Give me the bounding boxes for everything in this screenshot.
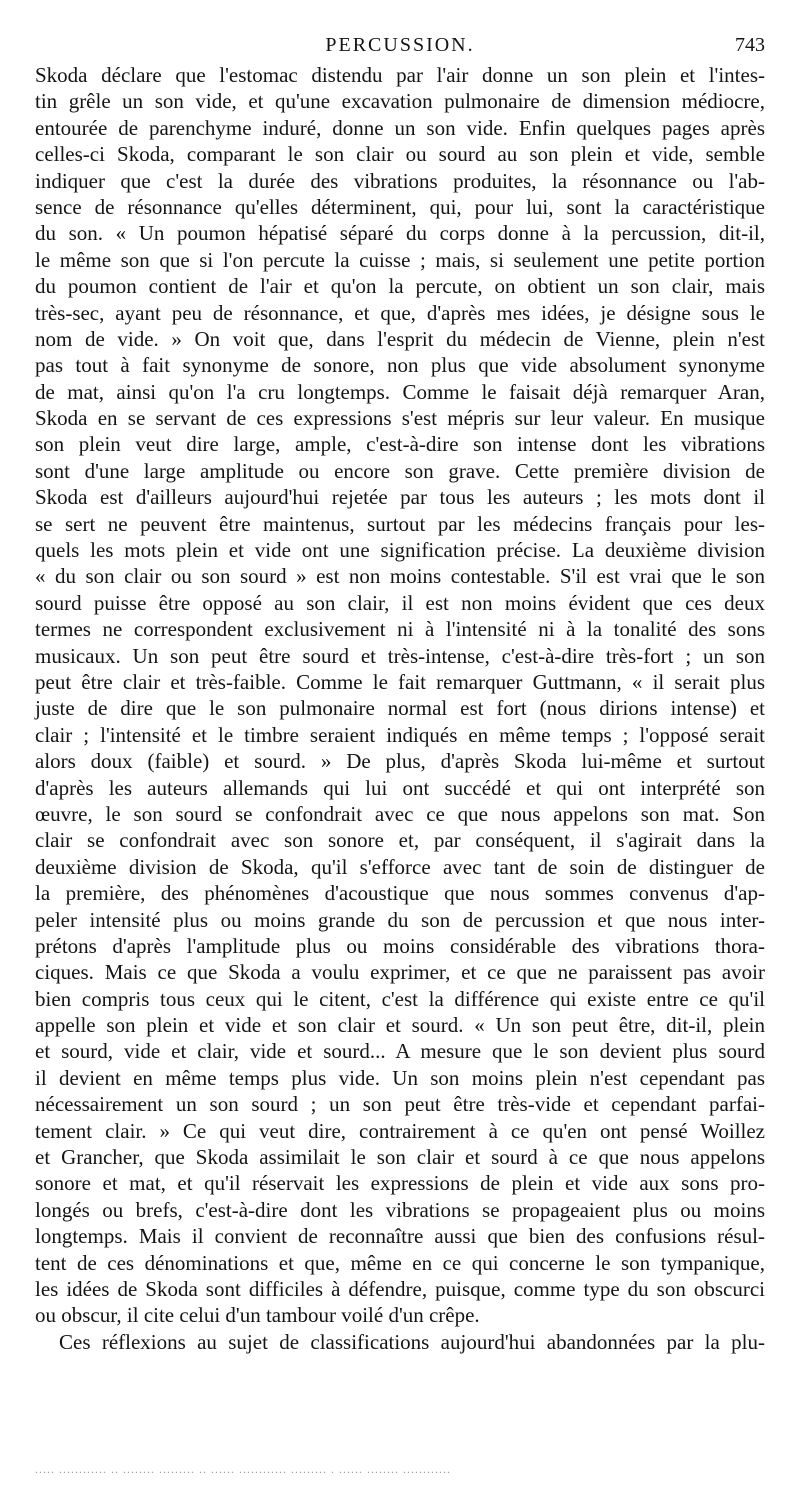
- text-line: musicaux. Un son peut être sourd et très-intense, c'est-à-dire très-fort ; un son: [35, 643, 765, 668]
- text-line: Skoda déclare que l'estomac distendu par l'air donne un son plein et l'intes-: [35, 63, 765, 87]
- text-line: Ces réflexions au sujet de classifications aujourd'hui abandonnées par la plu-: [59, 1329, 765, 1354]
- text-line: pas tout à fait synonyme de sonore, non plus que vide absolument synonyme: [35, 353, 765, 378]
- text-line: et sourd, vide et clair, vide et sourd... A mesure que le son devient plus sourd: [35, 1039, 765, 1064]
- text-line: juste de dire que le son pulmonaire normal est fort (nous dirions intense) et: [35, 696, 765, 721]
- text-line: tent de ces dénominations et que, même en ce qui concerne le son tympanique,: [35, 1250, 765, 1275]
- text-line: Skoda en se servant de ces expressions s'est mépris sur leur valeur. En musique: [35, 406, 765, 431]
- text-line: d'après les auteurs allemands qui lui ont succédé et qui ont interprété son: [35, 775, 765, 800]
- text-line: quels les mots plein et vide ont une signification précise. La deuxième division: [35, 538, 765, 563]
- text-line: clair ; l'intensité et le timbre seraient indiqués en même temps ; l'opposé serait: [35, 722, 765, 747]
- text-line: indiquer que c'est la durée des vibrations produites, la résonnance ou l'ab-: [35, 168, 765, 193]
- text-line: longtemps. Mais il convient de reconnaître aussi que bien des confusions résul-: [35, 1224, 765, 1249]
- text-line: son plein veut dire large, ample, c'est-à-dire son intense dont les vibrations: [35, 432, 765, 457]
- text-line: ou obscur, il cite celui d'un tambour voilé d'un crêpe.: [35, 1303, 480, 1328]
- text-line: sence de résonnance qu'elles déterminent, qui, pour lui, sont la caractéristique: [35, 194, 765, 219]
- text-line: œuvre, le son sourd se confondrait avec ce que nous appelons son mat. Son: [35, 801, 765, 826]
- text-line: prétons d'après l'amplitude plus ou moins considérable des vibrations thora-: [35, 933, 765, 958]
- text-line: nom de vide. » On voit que, dans l'esprit du médecin de Vienne, plein n'est: [35, 326, 765, 351]
- running-head: [35, 30, 765, 60]
- text-line: Skoda est d'ailleurs aujourd'hui rejetée par tous les auteurs ; les mots dont il: [35, 485, 765, 510]
- text-line: il devient en même temps plus vide. Un son moins plein n'est cependant pas: [35, 1065, 765, 1090]
- text-line: deuxième division de Skoda, qu'il s'efforce avec tant de soin de distinguer de: [35, 854, 765, 879]
- text-line: alors doux (faible) et sourd. » De plus, d'après Skoda lui-même et surtout: [35, 749, 765, 774]
- text-line: longés ou brefs, c'est-à-dire dont les vibrations se propageaient plus ou moins: [35, 1197, 765, 1222]
- text-line: sonore et mat, et qu'il réservait les expressions de plein et vide aux sons pro-: [35, 1171, 765, 1196]
- text-line: et Grancher, que Skoda assimilait le son clair et sourd à ce que nous appelons: [35, 1145, 765, 1170]
- text-line: appelle son plein et vide et son clair et sourd. « Un son peut être, dit-il, plein: [35, 1013, 765, 1038]
- text-line: de mat, ainsi qu'on l'a cru longtemps. Comme le faisait déjà remarquer Aran,: [35, 379, 765, 404]
- text-line: du poumon contient de l'air et qu'on la percute, on obtient un son clair, mais: [35, 274, 765, 299]
- text-line: peut être clair et très-faible. Comme le fait remarquer Guttmann, « il serait plus: [35, 669, 765, 694]
- text-line: se sert ne peuvent être maintenus, surtout par les médecins français pour les-: [35, 511, 765, 536]
- text-line: ciques. Mais ce que Skoda a voulu exprimer, et ce que ne paraissent pas avoir: [35, 960, 765, 985]
- text-line: sourd puisse être opposé au son clair, il est non moins évident que ces deux: [35, 590, 765, 615]
- page-number: 743: [735, 34, 765, 56]
- text-line: peler intensité plus ou moins grande du son de percussion et que nous inter-: [35, 907, 765, 932]
- text-line: tement clair. » Ce qui veut dire, contrairement à ce qu'en ont pensé Woillez: [35, 1118, 765, 1143]
- text-line: « du son clair ou son sourd » est non moins contestable. S'il est vrai que le son: [35, 564, 765, 589]
- text-line: clair se confondrait avec son sonore et, par conséquent, il s'agirait dans la: [35, 828, 765, 853]
- text-line: sont d'une large amplitude ou encore son grave. Cette première division de: [35, 458, 765, 483]
- text-line: le même son que si l'on percute la cuisse ; mais, si seulement une petite portion: [35, 247, 765, 272]
- running-title: PERCUSSION.: [325, 34, 475, 56]
- footer-dotted-rule: ..... ............ .. ........ ......... .. ...... ............ ......... . ...... ........ ............: [35, 1462, 451, 1476]
- text-line: termes ne correspondent exclusivement ni à l'intensité ni à la tonalité des sons: [35, 617, 765, 642]
- text-line: du son. « Un poumon hépatisé séparé du corps donne à la percussion, dit-il,: [35, 221, 765, 246]
- text-line: entourée de parenchyme induré, donne un son vide. Enfin quelques pages après: [35, 115, 765, 140]
- body-text: [35, 62, 765, 1355]
- text-line: les idées de Skoda sont difficiles à défendre, puisque, comme type du son obscurci: [35, 1276, 765, 1301]
- text-line: bien compris tous ceux qui le citent, c'est la différence qui existe entre ce qu'il: [35, 986, 765, 1011]
- text-line: celles-ci Skoda, comparant le son clair ou sourd au son plein et vide, semble: [35, 142, 765, 167]
- text-line: nécessairement un son sourd ; un son peut être très-vide et cependant parfai-: [35, 1092, 765, 1117]
- text-line: la première, des phénomènes d'acoustique que nous sommes convenus d'ap-: [35, 881, 765, 906]
- text-line: tin grêle un son vide, et qu'une excavation pulmonaire de dimension médiocre,: [35, 89, 765, 114]
- text-line: très-sec, ayant peu de résonnance, et que, d'après mes idées, je désigne sous le: [35, 300, 765, 325]
